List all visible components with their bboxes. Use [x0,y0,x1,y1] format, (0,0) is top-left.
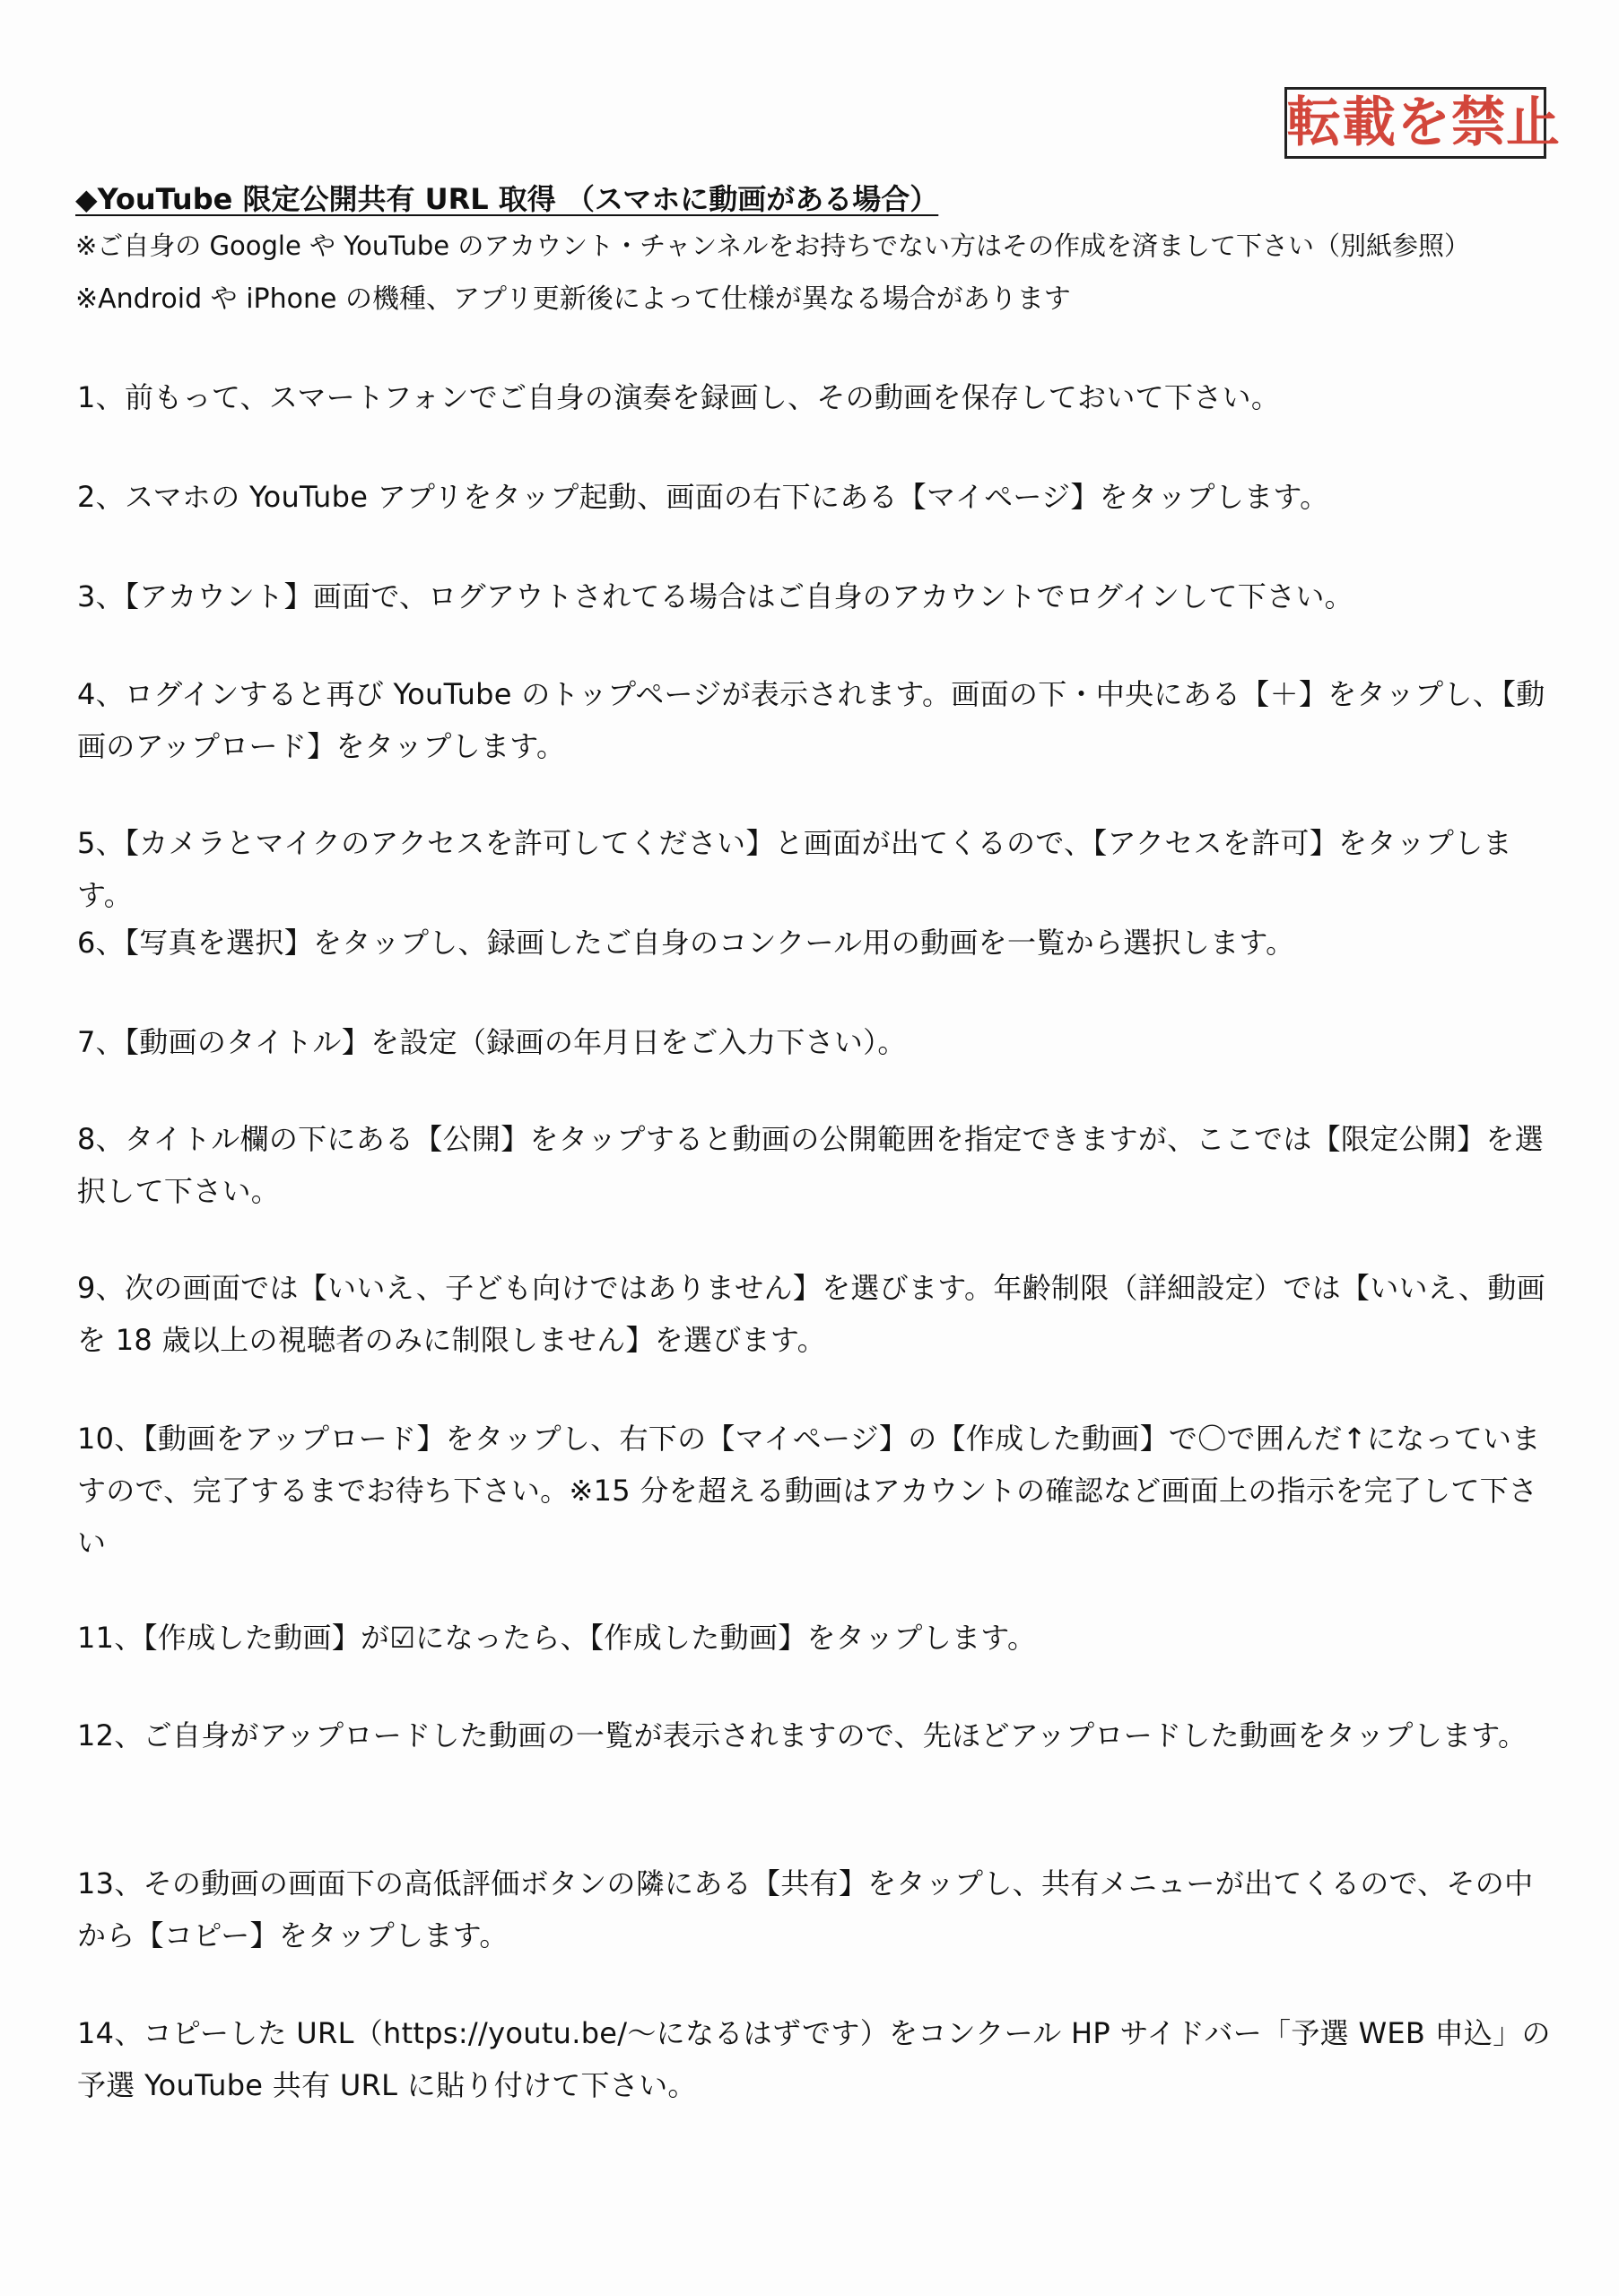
step-8: 8、タイトル欄の下にある【公開】をタップすると動画の公開範囲を指定できますが、ここでは【限定公開】を選択して下さい。 [77,1122,1545,1208]
page-title: ◆YouTube 限定公開共有 URL 取得 （スマホに動画がある場合） [75,182,939,216]
step-11: 11、【作成した動画】が☑になったら、【作成した動画】をタップします。 [77,1621,1037,1655]
step-3: 3、【アカウント】画面で、ログアウトされてる場合はご自身のアカウントでログインして下さい。 [77,579,1354,613]
step-10: 10、【動画をアップロード】をタップし、右下の【マイページ】の【作成した動画】で〇で囲んだ↑になっていますので、完了するまでお待ち下さい。※15 分を超える動画はアカウントの確認など画面上の指示を完了して下さい [77,1422,1541,1560]
note-device: ※Android や iPhone の機種、アプリ更新後によって仕様が異なる場合があります [75,283,1071,315]
note-account: ※ご自身の Google や YouTube のアカウント・チャンネルをお持ちでない方はその作成を済まして下さい（別紙参照） [75,230,1471,261]
step-12: 12、ご自身がアップロードした動画の一覧が表示されますので、先ほどアップロードした動画をタップします。 [77,1718,1528,1752]
step-14: 14、コピーした URL（https://youtu.be/～になるはずです）をコンクール HP サイドバー「予選 WEB 申込」の予選 YouTube 共有 URL に貼り付けて下さい。 [77,2016,1551,2102]
step-2: 2、スマホの YouTube アプリをタップ起動、画面の右下にある【マイページ】をタップします。 [77,480,1329,514]
step-9: 9、次の画面では【いいえ、子ども向けではありません】を選びます。年齢制限（詳細設定）では【いいえ、動画を 18 歳以上の視聴者のみに制限しません】を選びます。 [77,1271,1545,1357]
step-7: 7、【動画のタイトル】を設定（録画の年月日をご入力下さい）。 [77,1025,907,1059]
step-13: 13、その動画の画面下の高低評価ボタンの隣にある【共有】をタップし、共有メニューが出てくるので、その中から【コピー】をタップします。 [77,1866,1534,1952]
step-1: 1、前もって、スマートフォンでご自身の演奏を録画し、その動画を保存しておいて下さい。 [77,380,1281,414]
step-6: 6、【写真を選択】をタップし、録画したご自身のコンクール用の動画を一覧から選択します。 [77,926,1295,960]
step-5: 5、【カメラとマイクのアクセスを許可してください】と画面が出てくるので、【アクセスを許可】をタップします。 [77,826,1512,912]
no-reproduction-stamp: 転載を禁止 [1284,87,1546,159]
step-4: 4、ログインすると再び YouTube のトップページが表示されます。画面の下・中央にある【＋】をタップし、【動画のアップロード】をタップします。 [77,677,1545,763]
